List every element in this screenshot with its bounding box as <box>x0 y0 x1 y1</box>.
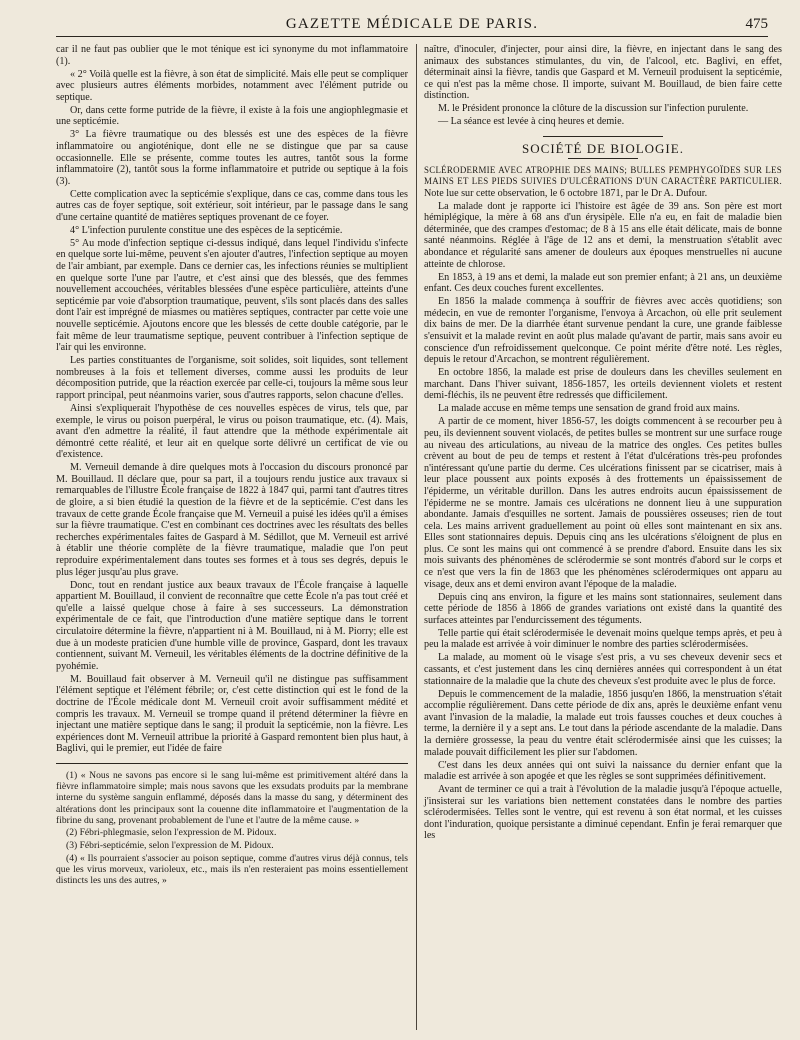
paragraph: En 1853, à 19 ans et demi, la malade eut son premier enfant; à 21 ans, un deuxième enfant. Ces deux couches furent excellentes. <box>424 271 782 295</box>
paragraph: La malade, au moment où le visage s'est pris, a vu ses cheveux devenir secs et cassants, et c'est justement dans les cinq dernières années qui correspondent à un état stationnaire de la maladie que la chute des cheveux s'est produite avec le plus de force. <box>424 652 782 687</box>
footnote: (2) Fébri-phlegmasie, selon l'expression de M. Pidoux. <box>66 827 277 839</box>
paragraph: 4° L'infection purulente constitue une des espèces de la septicémie. <box>70 224 343 236</box>
left-column <box>56 44 408 1034</box>
paragraph: Telle partie qui était sclérodermisée le devenait moins quelque temps après, et peu à peu la malade est arrivée à voir diminuer le nombre des parties sclérodermisées. <box>424 627 782 651</box>
paragraph: Depuis le commencement de la maladie, 1856 jusqu'en 1866, la menstruation s'était accomplie régulièrement. Dans cette période de dix ans, après le deuxième enfant venu avant l'invasion de la maladie, la malade eut trois fausses couches et deux couches à terme, la dernière il y a sept ans. Le tout dans la période ascendante de la maladie. Dans la dernière grossesse, la peau du ventre était sclérodermisée ainsi que les cuisses; la malade pouvait difficilement les plier sur l'abdomen. <box>424 688 782 758</box>
paragraph: M. Bouillaud fait observer à M. Verneuil qu'il ne distingue pas suffisamment l'élément septique et l'élément fébrile; or, c'est cette distinction qui est le fond de la doctrine de l'École médicale dont M. Verneuil croit avoir suffisamment médité et compris les travaux. M. Verneuil se trompe quand il prétend déterminer la fièvre en injectant une matière septique dans le sang; il produit la septicémie, non la fièvre. Les expériences dont M. Verneuil attribue la priorité à Gaspard remontent bien plus haut, à Baglivi, qui le premier, eut l'idée de faire <box>56 673 408 755</box>
paragraph: Depuis cinq ans environ, la figure et les mains sont stationnaires, seulement dans cette période de 1856 à 1866 de grandes variations ont existé dans la quantité des surfaces atteintes par l'endurcissement des téguments. <box>424 591 782 626</box>
page-number: 475 <box>745 16 768 32</box>
subtitle-caps: SCLÉRODERMIE AVEC ATROPHIE DES MAINS; BULLES PEMPHYGOÏDES SUR LES MAINS ET LES PIEDS SUIVIES D'ULCÉRATIONS D'UN CARACTÈRE PARTICULIER. <box>424 164 782 187</box>
paragraph: Ainsi s'expliquerait l'hypothèse de ces nouvelles espèces de virus, tels que, par exemple, le virus ou poison puerpéral, le virus ou poison traumatique, etc. (4). Mais, avant d'en admettre la réalité, il faut attendre que la méthode expérimentale ait démontré cette réalité, et leur ait en quelque sorte délivré un certificat de vie ou d'existence. <box>56 402 408 461</box>
section-title: SOCIÉTÉ DE BIOLOGIE. <box>522 140 684 156</box>
right-column <box>424 44 782 1034</box>
paragraph: Les parties constituantes de l'organisme, soit solides, soit liquides, sont tellement nombreuses à la fois et tellement diverses, comme aussi les produits de leur décomposition putride, que la réaction exercée par celle-ci, toujours la même sous leur rapport principal, peut néanmoins varier, sous d'autres rapports, selon chacune d'elles. <box>56 355 408 401</box>
section-rule <box>568 158 638 159</box>
paragraph: A partir de ce moment, hiver 1856-57, les doigts commencent à se recourber peu à peu, ils deviennent souvent violacés, de petites bulles se montrent sur une surface rouge au niveau des articulations, au niveau de la matrice des ongles. Ces petites bulles crèvent au bout de peu de temps et restent à l'état d'ulcérations très-peu profondes n'intéressant qu'une partie du derme. Ces ulcérations finissent par se cicatriser, mais à leur place poussent aux points exposés à des frottements un épaississement de l'épiderme, un véritable durillon. Dans les autres endroits aucun épaississement de l'épiderme ne se montre. Jamais ces ulcérations ne donnent lieu à une suppuration abondante. Jamais d'esquilles ne sortent. Jamais de poussières osseuses; rien de tout cela. Les mains arrivent graduellement au point où elles sont maintenant en six ans. Elles sont stationnaires depuis. Depuis cinq ans les ulcérations s'éloignent de plus en plus. Ce sont les mains qui ont commencé à se prendre d'abord. Ensuite dans les six mois suivants des phénomènes de sclérodermie se sont montrés d'abord sur le corps et ce n'est que vers la fin de 1863 que les phénomènes sclérodermiques ont apparu au visage, deux ans et demi environ avant l'époque de la maladie. <box>424 416 782 590</box>
paragraph: En 1856 la malade commença à souffrir de fièvres avec accès quotidiens; son médecin, en vue de remonter l'organisme, l'envoya à Arcachon, où elle prit seulement dix bains de mer. De la diarrhée étant survenue pendant la cure, une grande faiblesse s'ensuivit et la malade revint en août plus malade qu'avant de partir, mais sans avoir eu conscience d'un refroidissement quelconque. Ce point mérite d'être noté. Les règles, depuis le retour d'Arcachon, se montrent régulièrement. <box>424 296 782 366</box>
paragraph: car il ne faut pas oublier que le mot ténique est ici synonyme du mot inflammatoire (1). <box>56 44 408 67</box>
paragraph: La malade accuse en même temps une sensation de grand froid aux mains. <box>438 403 740 415</box>
paragraph: C'est dans les deux années qui ont suivi la naissance du dernier enfant que la maladie est arrivée à son apogée et que les règles se sont supprimées définitivement. <box>424 759 782 783</box>
section-rule <box>543 136 663 137</box>
footnotes <box>56 770 408 886</box>
paragraph: « 2° Voilà quelle est la fièvre, à son état de simplicité. Mais elle peut se compliquer avec plusieurs autres éléments morbides, notamment avec l'élément putride ou septique. <box>56 68 408 103</box>
subtitle-note: Note lue sur cette observation, le 6 octobre 1871, par le Dr A. Dufour. <box>424 187 708 199</box>
paragraph: Cette complication avec la septicémie s'explique, dans ce cas, comme dans tous les autres cas de foyer septique, soit extérieur, soit intérieur, par le passage dans le sang d'une certaine quantité de matières septiques provenant de ce foyer. <box>56 188 408 223</box>
paragraph: M. Verneuil demande à dire quelques mots à l'occasion du discours prononcé par M. Bouillaud. Il déclare que, pour sa part, il a toujours rendu justice aux travaux si remarquables de l'illustre École française de 1822 à 1847 qui, parmi tant d'autres titres de gloire, a si bien étudié la question de la fièvre et de la septicémie. C'est dans les travaux de cette grande École française que M. Verneuil a puisé les idées qu'il a émises sur la fièvre traumatique. C'est en combinant ces doctrines avec les résultats des belles recherches expérimentales faites de Gaspard à M. Sédillot, que M. Verneuil est arrivé à établir une théorie complète de la fièvre traumatique, maladie que l'on peut reproduire expérimentalement dans toutes ses formes et à tous ses degrés, depuis le plus léger jusqu'au plus grave. <box>56 462 408 578</box>
journal-title: GAZETTE MÉDICALE DE PARIS. <box>285 16 539 32</box>
paragraph: Donc, tout en rendant justice aux beaux travaux de l'École française à laquelle appartient M. Bouillaud, il convient de reconnaître que cette École n'a pas tout créé et qu'elle a laissé quelque chose à faire à ses successeurs. La démonstration expérimentale de ce fait, que l'introduction d'une matière septique dans le torrent circulatoire détermine la fièvre, n'appartient ni à M. Bouillaud, ni à M. Piorry; elle est due à un modeste praticien d'une humble ville de province, Gaspard, dont les travaux contiennent, suivant M. Verneuil, les véritables éléments de la doctrine définitive de la pyohémie. <box>56 579 408 672</box>
paragraph: 5° Au mode d'infection septique ci-dessus indiqué, dans lequel l'individu s'infecte en quelque sorte lui-même, peuvent s'en ajouter d'autres, l'infection septique au moyen de l'air ambiant, par exemple. Dans ce dernier cas, les infections réunies se multiplient en quelque sorte l'une par l'autre, et c'est ainsi que des blessés, que des femmes nouvellement accouchées, véritables blessées d'une espèce particulière, atteints d'une septicémie par voie d'absorption traumatique, peuvent, s'ils sont placés dans des salles dont l'air est imprégné de miasmes ou matières septiques, contracter par cette voie une nouvelle septicémie. Ajoutons encore que les blessés de cette double catégorie, par le fait même de leur traumatisme septique, peuvent contribuer à l'infection septique de l'air qui les environne. <box>56 237 408 354</box>
footnote-separator <box>56 763 408 764</box>
paragraph: 3° La fièvre traumatique ou des blessés est une des espèces de la fièvre inflammatoire ou angioténique, dont elle ne se distingue que par sa cause occasionnelle. Elle se présente, comme toutes les autres, tantôt sous la forme inflammatoire (2), tantôt sous la forme inflammatoire et putride ou septique à la fois (3). <box>56 129 408 187</box>
session-closing: — La séance est levée à cinq heures et demie. <box>438 116 625 128</box>
continuation-paragraph: naître, d'inoculer, d'injecter, pour ainsi dire, la fièvre, en injectant dans le sang des animaux des substances stimulantes, du vin, de l'alcool, etc. Baglivi, en effet, déterminait ainsi la fièvre, tandis que Gaspard et M. Verneuil produisent la septicémie, ce qui n'est pas la même chose. Il importe, suivant M. Bouillaud, de bien faire cette distinction. <box>424 44 782 102</box>
running-header <box>56 14 768 37</box>
paragraph: La malade dont je rapporte ici l'histoire est âgée de 39 ans. Son père est mort hémiplégique, la mère à 68 ans d'un érysipèle. Elle n'a eu, en fait de maladie bien déterminée, que des crampes d'estomac; de 8 à 15 ans elle était délicate, mais de bonne santé néanmoins. Réglée à l'âge de 12 ans et demi, la menstruation s'établit avec abondance et régularité sans amener de douleurs aux époques menstruelles ni aucune atteinte de chlorose. <box>424 200 782 270</box>
article-subtitle <box>424 165 782 200</box>
footnote: (1) « Nous ne savons pas encore si le sang lui-même est primitivement altéré dans la fièvre inflammatoire simple; mais nous savons que les exsudats produits par la membrane interne du système sanguin enflammé, déposés dans la masse du sang, y déterminent des altérations dont les principaux sont la couenne dite inflammatoire et l'augmentation de la fibrine du sang, provenant probablement de l'une et l'autre de la même cause. » <box>56 769 408 826</box>
column-divider <box>416 44 417 1030</box>
paragraph: Avant de terminer ce qui a trait à l'évolution de la maladie jusqu'à l'époque actuelle, j'insisterai sur les variations bien nettement constatées dans le nombre des parties sclérodermisées. Telles sont le ventre, qui est revenu à son état normal, et les cuisses dont l'induration, quoique persistante a diminué cependant. Enfin je ferai remarquer que les <box>424 784 782 842</box>
president-paragraph: M. le Président prononce la clôture de la discussion sur l'infection purulente. <box>438 103 749 115</box>
paragraph: Or, dans cette forme putride de la fièvre, il existe à la fois une angiophlegmasie et une septicémie. <box>56 104 408 128</box>
footnote: (3) Fébri-septicémie, selon l'expression de M. Pidoux. <box>66 839 274 851</box>
paragraph: En octobre 1856, la malade est prise de douleurs dans les chevilles seulement en marchant. Dans l'hiver suivant, 1856-1857, les orteils deviennent violets et restent demi-fléchis, ils ne peuvent être redressés que difficilement. <box>424 367 782 402</box>
footnote: (4) « Ils pourraient s'associer au poison septique, comme d'autres virus déjà connus, tels que les virus morveux, varioleux, etc., mais ils n'en resteraient pas moins essentiellement distincts les uns des autres, » <box>56 852 408 886</box>
